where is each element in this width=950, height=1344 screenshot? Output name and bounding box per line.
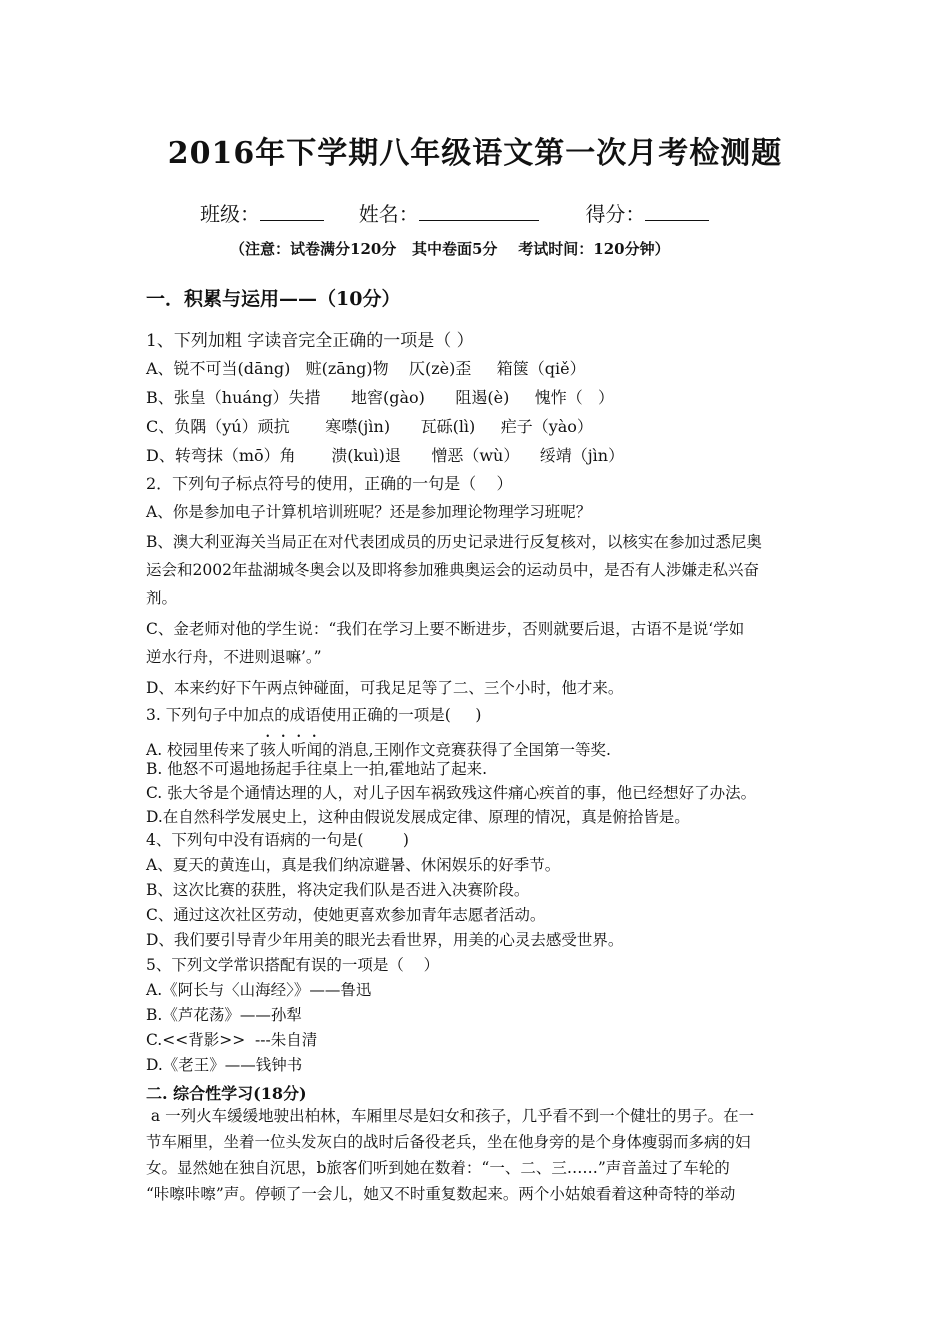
q4-option-c: C、通过这次社区劳动，使她更喜欢参加青年志愿者活动。 <box>146 906 546 924</box>
q3-option-a-pre: A. 校园里传来了 <box>146 741 261 759</box>
q1-option-a: A、锐不可当(dāng) 赃(zāng)物 仄(zè)歪 箱箧（qiě） <box>146 359 586 378</box>
passage-line-1: a 一列火车缓缓地驶出柏林，车厢里尽是妇女和孩子，几乎看不到一个健壮的男子。在一 <box>146 1107 755 1125</box>
q1-option-b: B、张皇（huáng）失措 地窖(gào) 阻遏(è) 愧怍（ ） <box>146 388 615 407</box>
q2-option-b-line1: B、澳大利亚海关当局正在对代表团成员的历史记录进行反复核对，以核实在参加过悉尼奥 <box>146 533 762 551</box>
q2-option-d: D、本来约好下午两点钟碰面，可我足足等了二、三个小时，他才来。 <box>146 679 624 697</box>
q3-stem: 3. 下列句子中加点的成语使用正确的一项是( ) <box>146 706 482 724</box>
score-label: 得分： <box>585 202 646 226</box>
class-label: 班级： <box>200 202 260 226</box>
q5-option-b: B.《芦花荡》——孙犁 <box>146 1006 302 1024</box>
exam-note: （注意：试卷满分120分 其中卷面5分 考试时间：120分钟） <box>230 240 670 258</box>
q5-option-d: D.《老王》——钱钟书 <box>146 1056 303 1074</box>
q1-stem: 1、下列加粗 字读音完全正确的一项是（ ） <box>146 331 474 351</box>
q1-option-d: D、转弯抹（mō）角 溃(kuì)退 憎恶（wù） 绥靖（jìn） <box>146 446 625 465</box>
q3-option-c: C. 张大爷是个通情达理的人，对儿子因车祸致残这件痛心疾首的事，他已经想好了办法。 <box>146 784 757 802</box>
name-blank <box>419 202 539 221</box>
q4-option-d: D、我们要引导青少年用美的眼光去看世界，用美的心灵去感受世界。 <box>146 931 624 949</box>
q3-option-b: B. 他怒不可遏地扬起手往桌上一拍,霍地站了起来. <box>146 760 488 778</box>
q1-option-c: C、负隅（yú）顽抗 寒噤(jìn) 瓦砾(lì) 疟子（yào） <box>146 417 593 436</box>
q4-option-a: A、夏天的黄连山，真是我们纳凉避暑、休闲娱乐的好季节。 <box>146 856 561 874</box>
q4-option-b: B、这次比赛的获胜，将决定我们队是否进入决赛阶段。 <box>146 881 530 899</box>
q3-dotted-idiom: 骇人听闻 <box>260 741 323 759</box>
q2-option-b-line3: 剂。 <box>146 589 178 607</box>
passage-line-2: 节车厢里，坐着一位头发灰白的战时后备役老兵，坐在他身旁的是个身体瘦弱而多病的妇 <box>146 1133 751 1151</box>
score-blank <box>645 202 709 221</box>
name-label: 姓名： <box>358 202 419 226</box>
q5-option-c: C.<<背影>> ---朱自清 <box>146 1031 318 1049</box>
q2-option-a: A、你是参加电子计算机培训班呢？还是参加理论物理学习班呢？ <box>146 503 592 521</box>
q3-option-a <box>146 732 611 760</box>
section-1-heading: 一．积累与运用——（10分） <box>146 288 401 310</box>
q3-option-d: D.在自然科学发展史上，这种由假说发展成定律、原理的情况，真是俯拾皆是。 <box>146 808 690 826</box>
q5-option-a: A.《阿长与〈山海经〉》——鲁迅 <box>146 981 372 999</box>
passage-line-3: 女。显然她在独自沉思，b旅客们听到她在数着：“一、二、三……”声音盖过了车轮的 <box>146 1159 730 1177</box>
student-info-line <box>200 198 709 227</box>
q2-option-b-line2: 运会和2002年盐湖城冬奥会以及即将参加雅典奥运会的运动员中，是否有人涉嫌走私兴奋 <box>146 561 759 579</box>
q2-option-c-line1: C、金老师对他的学生说：“我们在学习上要不断进步，否则就要后退，古语不是说‘学如 <box>146 620 745 638</box>
q2-stem: 2．下列句子标点符号的使用，正确的一句是（ ） <box>146 474 513 493</box>
class-blank <box>260 202 324 221</box>
section-2-heading: 二. 综合性学习(18分) <box>146 1084 307 1103</box>
q3-option-a-post: 的消息,王刚作文竞赛获得了全国第一等奖. <box>322 741 611 759</box>
page-title: 2016年下学期八年级语文第一次月考检测题 <box>167 136 783 171</box>
passage-line-4: “咔嚓咔嚓”声。停顿了一会儿，她又不时重复数起来。两个小姑娘看着这种奇特的举动 <box>146 1185 736 1203</box>
q5-stem: 5、下列文学常识搭配有误的一项是（ ） <box>146 956 440 974</box>
q4-stem: 4、下列句中没有语病的一句是( ) <box>146 831 409 849</box>
q2-option-c-line2: 逆水行舟，不进则退嘛’。” <box>146 648 322 666</box>
